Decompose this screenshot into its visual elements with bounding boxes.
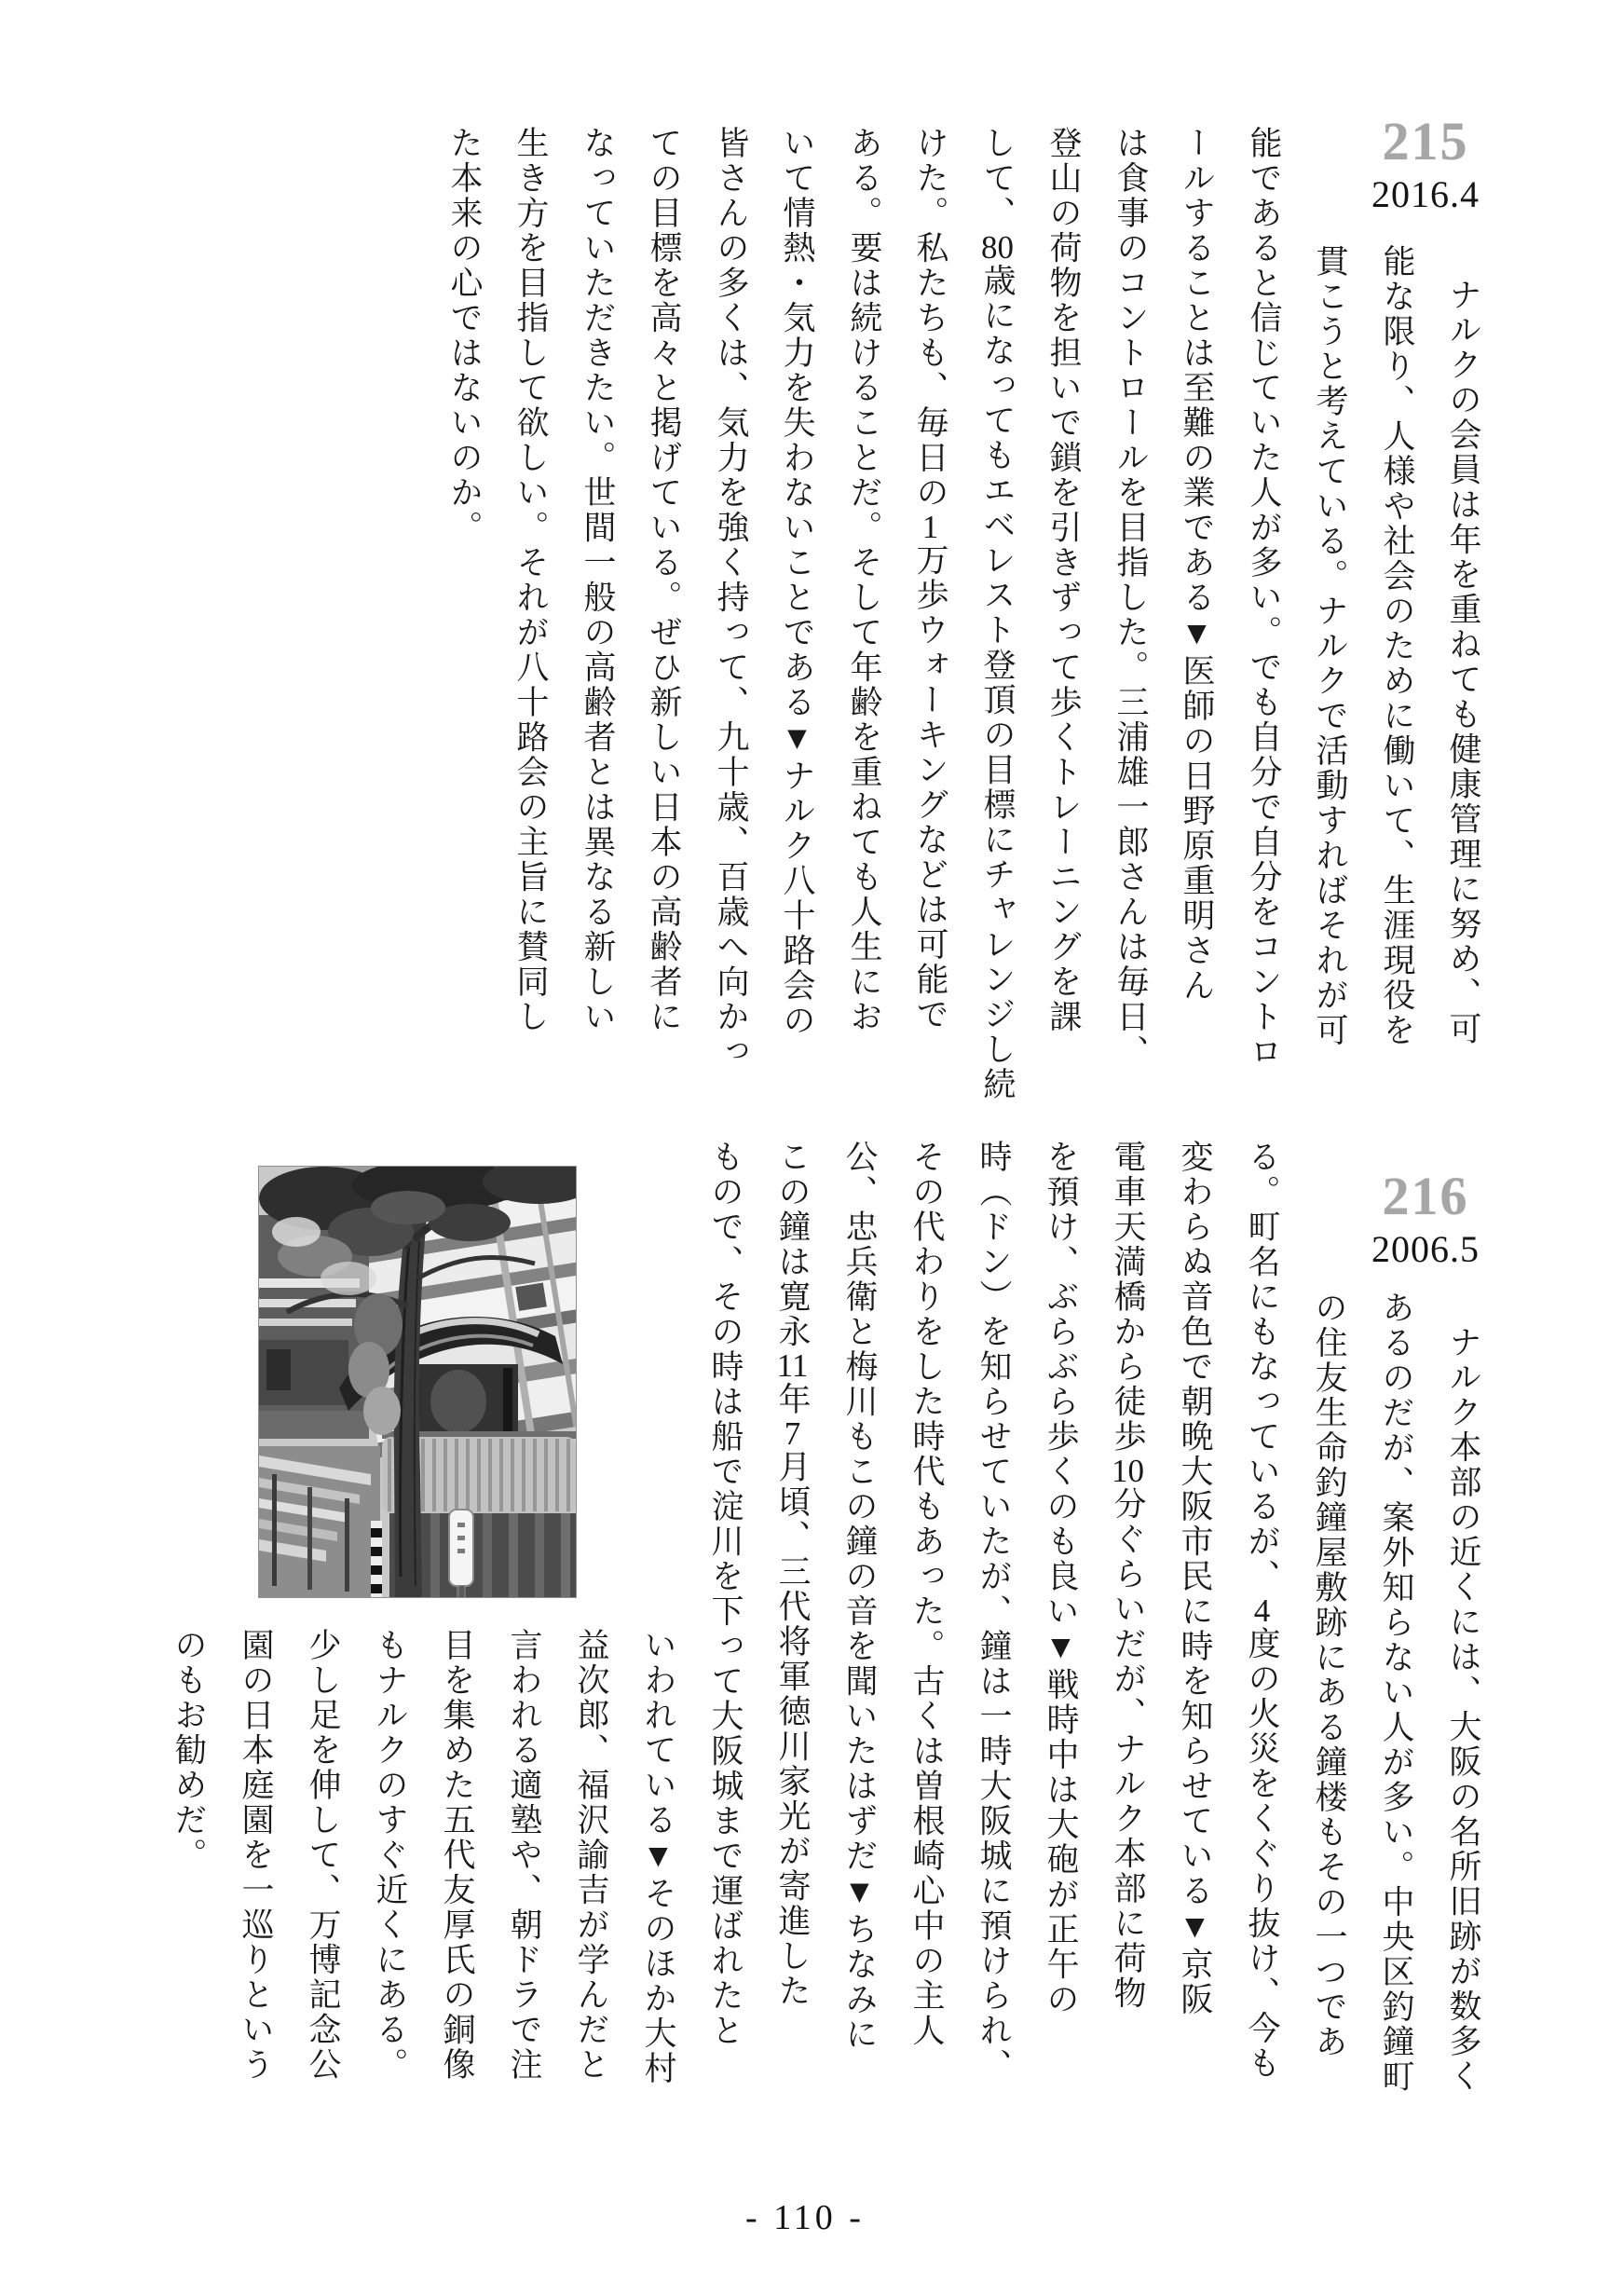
small-sign [449,1510,473,1597]
entry-215-header [1362,111,1489,215]
text-column: 登山の荷物を担いで鎖を引きずって歩くトレーニングを課 [1045,126,1082,1034]
bell-tower-photo [259,1167,576,1597]
striped-pole [371,1521,382,1597]
stairs [259,1446,380,1597]
text-column: いわれている▼そのほか大村 [640,1628,676,2086]
text-column: いて情熱・気力を失わないことである▼ナルク八十路会の [779,126,815,1038]
text-column: た本来の心ではないのか。 [446,126,483,545]
text-column: 益次郎、福沢諭吉が学んだと [573,1628,609,2083]
text-column: 能な限り、人様や社会のために働いて、生涯現役を [1379,244,1415,1048]
text-column: その代わりをした時代もあった。古くは曽根崎心中の主人 [908,1140,945,2048]
text-column: 目を集めた五代友厚氏の銅像 [439,1628,475,2083]
text-column: 能であると信じていた人が多い。でも自分で自分をコントロ [1246,126,1282,1070]
text-column: 公、忠兵衛と梅川もこの鐘の音を聞いたはずだ▼ちなみに [841,1140,878,2052]
entry-215-number: 215 [1382,111,1469,171]
text-column: 電車天満橋から徒歩10分ぐらいだが、ナルク本部に荷物 [1110,1140,1146,2011]
text-column: なっていただきたい。世間一般の高齢者とは異なる新しい [580,126,616,1034]
text-column: ある。要は続けることだ。そして年齢を重ねても人生にお [846,126,882,1034]
page-number: - 110 - [745,2198,865,2237]
text-column: 時（ドン）を知らせていたが、鐘は一時大阪城に預けられ、 [976,1140,1012,2084]
bell-tower-photo-art [259,1167,576,1597]
text-column: のもお勧めだ。 [171,1628,207,1873]
text-column: 貫こうと考えている。ナルクで活動すればそれが可 [1312,244,1348,1048]
text-column: して、80歳になってもエベレスト登頂の目標にチャレンジし続 [979,126,1016,1102]
text-column: 少し足を伸して、万博記念公 [305,1628,341,2083]
text-column: ールすることは至難の業である▼医師の日野原重明さん [1179,126,1215,1004]
text-column: ナルクの会員は年を重ねても健康管理に努め、可 [1445,278,1481,1046]
text-column: けた。私たちも、毎日の1万歩ウォーキングなどは可能で [912,126,948,1032]
text-column: ての目標を高々と掲げている。ぜひ新しい日本の高齢者に [646,126,682,1034]
text-column: る。町名にもなっているが、4度の火災をくぐり抜け、今も [1244,1140,1280,2081]
text-column: あるのだが、案外知らない人が多い。中央区釣鐘町 [1378,1291,1414,2095]
text-column: を預け、ぶらぶら歩くのも良い▼戦時中は大砲が正午の [1043,1140,1079,2017]
text-column: 園の日本庭園を一巡りという [238,1628,274,2083]
text-column: の住友生命釣鐘屋敷跡にある鐘楼もその一つであ [1311,1291,1347,2059]
text-column: もので、その時は船で淀川を下って大阪城まで運ばれたと [707,1140,744,2048]
text-column: もナルクのすぐ近くにある。 [372,1628,408,2083]
text-column: 生き方を目指して欲しい。それが八十路会の主旨に賛同し [512,126,549,1034]
text-column: 皆さんの多くは、気力を強く持って、九十歳、百歳へ向かっ [713,126,749,1070]
text-column: 変わらぬ音色で朝晩大阪市民に時を知らせている▼京阪 [1177,1140,1213,2017]
entry-216-date: 2006.5 [1371,1228,1480,1270]
entry-216-header [1362,1166,1489,1270]
text-column: 言われる適塾や、朝ドラで注 [506,1628,542,2083]
text-column: この鐘は寛永11年7月頃、三代将軍徳川家光が寄進した [774,1140,811,2009]
entry-216-number: 216 [1382,1166,1469,1226]
entry-215-date: 2016.4 [1371,173,1480,215]
text-column: は食事のコントロールを目指した。三浦雄一郎さんは毎日、 [1112,126,1149,1070]
text-column: ナルク本部の近くには、大阪の名所旧跡が数多く [1445,1325,1481,2094]
